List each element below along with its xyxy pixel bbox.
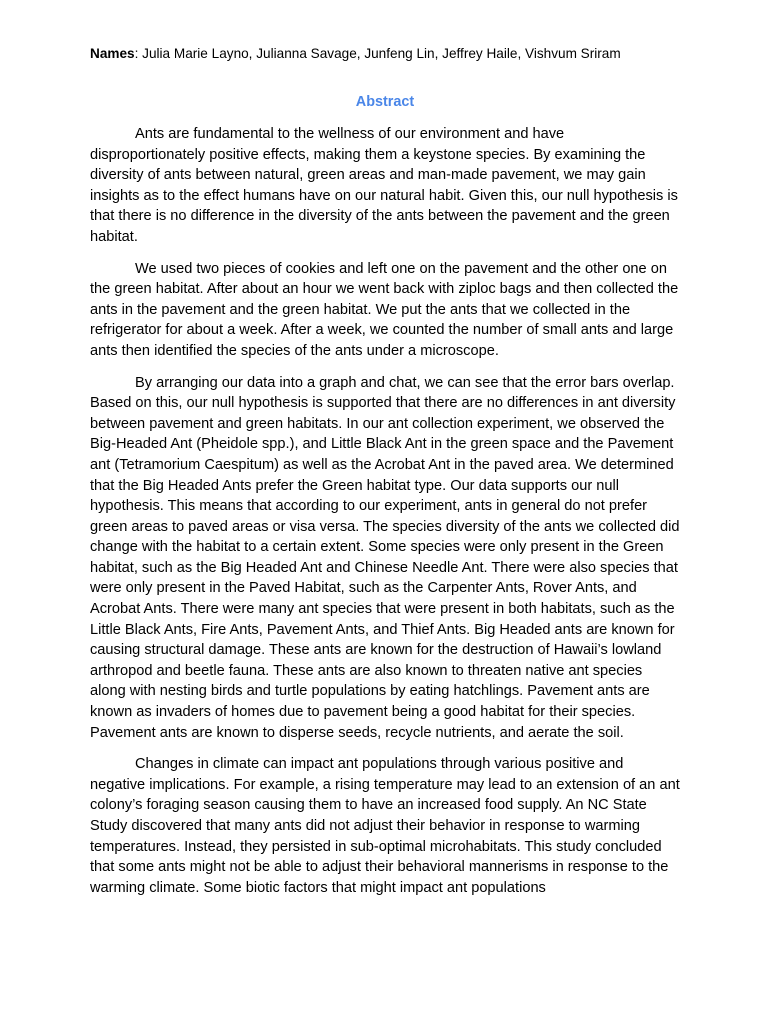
- names-list: : Julia Marie Layno, Julianna Savage, Junfeng Lin, Jeffrey Haile, Vishvum Sriram: [134, 46, 621, 61]
- abstract-paragraph-2: We used two pieces of cookies and left one on the pavement and the other one on the green habitat. After about an hour we went back with ziploc bags and then collected the ants in the pavement and the green habitat. We put the ants that we collected in the refrigerator for about a week. After a week, we counted the number of small ants and large ants then identified the species of the ants under a microscope.: [90, 260, 679, 359]
- document-page: [90, 44, 680, 898]
- abstract-paragraph-4: Changes in climate can impact ant populations through various positive and negative implications. For example, a rising temperature may lead to an extension of an ant colony’s foraging season causing them to have an increased food supply. An NC State Study discovered that many ants did not adjust their behavior in response to warming temperatures. Instead, they persisted in sub-optimal microhabitats. This study concluded that some ants might not be able to adjust their behavioral mannerisms in response to the warming climate. Some biotic factors that might impact ant populations: [90, 756, 680, 896]
- abstract-heading: Abstract: [355, 94, 415, 110]
- abstract-paragraph-3: By arranging our data into a graph and chat, we can see that the error bars overlap. Based on this, our null hypothesis is supported that there are no differences in ant diversity between pavement and green habitats. In our ant collection experiment, we observed the Big-Headed Ant (Pheidole spp.), and Little Black Ant in the green space and the Pavement ant (Tetramorium Caespitum) as well as the Acrobat Ant in the paved area. We determined that the Big Headed Ants prefer the Green habitat type. Our data supports our null hypothesis. This means that according to our experiment, ants in general do not prefer green areas to paved areas or visa versa. The species diversity of the ants we collected did change with the habitat to a certain extent. Some species were only present in the Green habitat, such as the Big Headed Ant and Chinese Needle Ant. There were also species that were only present in the Paved Habitat, such as the Carpenter Ants, Rover Ants, and Acrobat Ants. There were many ant species that were present in both habitats, such as the Little Black Ants, Fire Ants, Pavement Ants, and Thief Ants. Big Headed ants are known for causing structural damage. These ants are known for the destruction of Hawaii’s lowland arthropod and beetle fauna. These ants are also known to threaten native ant species along with nesting birds and turtle populations by eating hatchlings. Pavement ants are known as invaders of homes due to pavement being a good habitat for their species. Pavement ants are known to disperse seeds, recycle nutrients, and aerate the soil.: [90, 374, 680, 741]
- author-names: [90, 44, 680, 64]
- abstract-paragraph-1: Ants are fundamental to the wellness of our environment and have disproportionately positive effects, making them a keystone species. By examining the diversity of ants between natural, green areas and man-made pavement, we may gain insights as to the effect humans have on our natural habit. Given this, our null hypothesis is that there is no difference in the diversity of the ants between the pavement and the green habitat.: [90, 126, 678, 245]
- names-label: Names: [90, 46, 135, 61]
